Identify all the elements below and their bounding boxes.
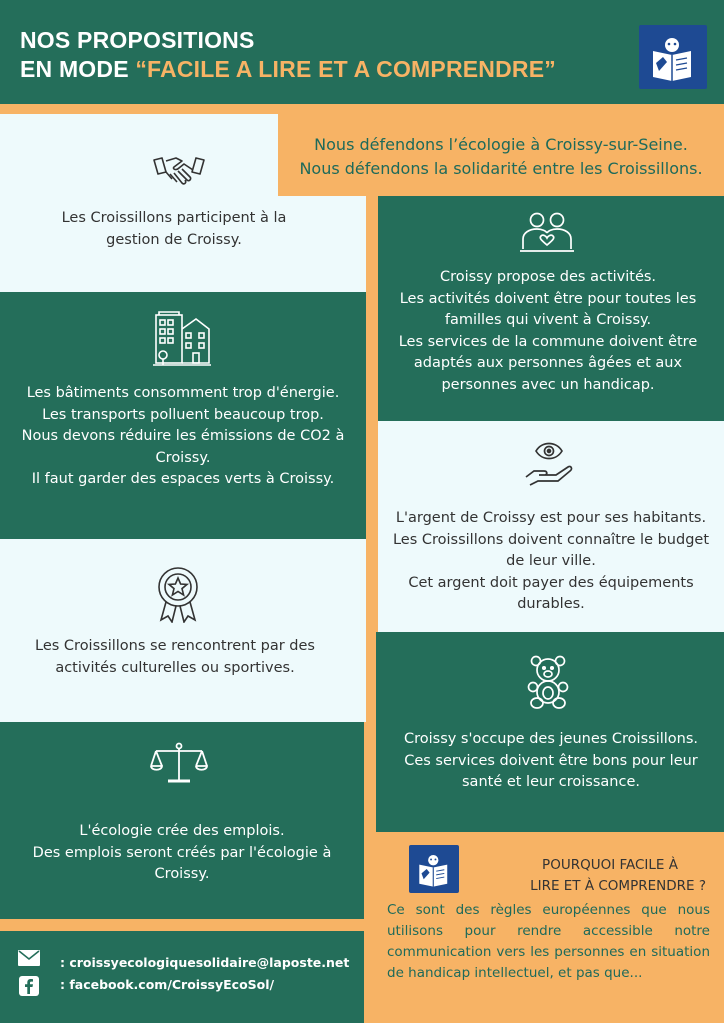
page-title: NOS PROPOSITIONS EN MODE “FACILE A LIRE ET A COMPRENDRE” bbox=[20, 27, 556, 82]
family-icon bbox=[520, 211, 574, 260]
award-icon bbox=[154, 565, 202, 628]
intro-text: Nous défendons l’écologie à Croissy-sur-Seine. Nous défendons la solidarité entre les Croissillons. bbox=[299, 135, 703, 178]
energy-text: Les bâtiments consomment trop d'énergie. Les transports polluent beaucoup trop. Nous devons réduire les émissions de CO2 à Croissy. Il faut garder des espaces verts à Croissy. bbox=[21, 385, 345, 487]
facebook-icon[interactable] bbox=[19, 976, 39, 1001]
envelope-icon bbox=[18, 950, 40, 971]
buildings-icon bbox=[153, 311, 211, 374]
facebook-link[interactable]: : facebook.com/CroissyEcoSol/ bbox=[60, 977, 275, 992]
footer-accent-bar bbox=[0, 919, 366, 931]
teddy-bear-icon bbox=[525, 655, 571, 714]
activities-text: Croissy propose des activités. Les activités doivent être pour toutes les familles qui vivent à Croissy. Les services de la commune doivent être adaptés aux personnes âgées et aux personnes avec un handicap. bbox=[398, 269, 698, 393]
money-text: L'argent de Croissy est pour ses habitants. Les Croissillons doivent connaître le budget de leur ville. Cet argent doit payer des équipements durables. bbox=[392, 510, 710, 612]
youth-text: Croissy s'occupe des jeunes Croissillons. Ces services doivent être bons pour leur santé et leur croissance. bbox=[403, 731, 699, 790]
energy-accent-bar bbox=[366, 196, 378, 450]
easy-read-logo-icon bbox=[639, 25, 707, 89]
jobs-text: L'écologie crée des emplois. Des emplois seront créés par l'écologie à Croissy. bbox=[32, 823, 332, 882]
handshake-icon bbox=[152, 152, 206, 197]
scales-icon bbox=[150, 742, 208, 789]
why-body: Ce sont des règles européennes que nous utilisons pour rendre accessible notre communication vers les personnes en situation de handicap intellectuel, et pas que... bbox=[387, 902, 710, 981]
contact-email[interactable]: : croissyecologiquesolidaire@laposte.net bbox=[60, 955, 350, 970]
why-title: POURQUOI FACILE À LIRE ET À COMPRENDRE ? bbox=[530, 857, 706, 894]
participation-text: Les Croissillons participent à la gestion de Croissy. bbox=[61, 210, 287, 248]
eye-hand-icon bbox=[524, 437, 574, 494]
culture-text: Les Croissillons se rencontrent par des activités culturelles ou sportives. bbox=[35, 638, 315, 676]
easy-read-logo-icon bbox=[409, 845, 459, 893]
